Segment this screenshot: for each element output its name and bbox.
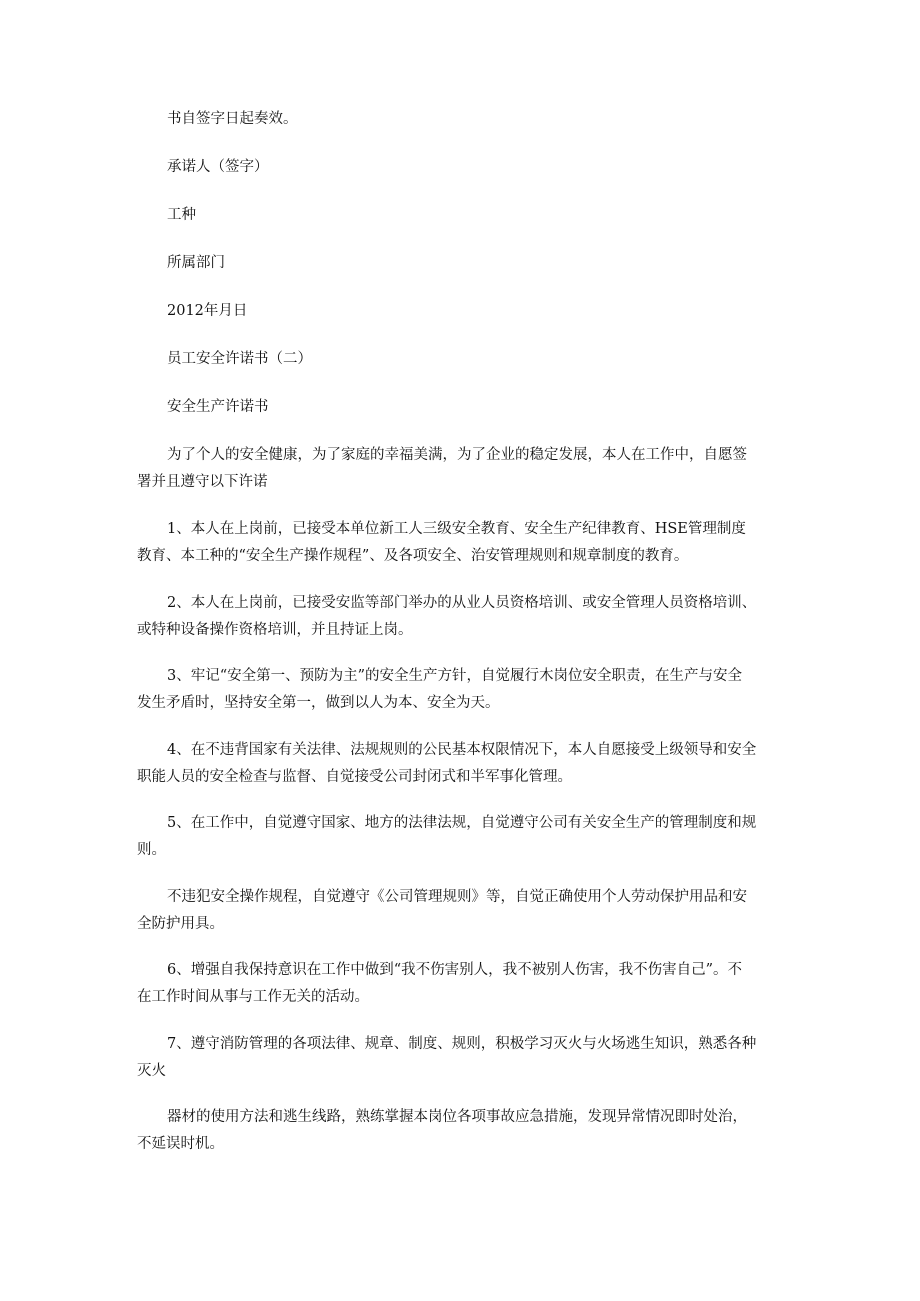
- pledge-item: 器材的使用方法和逃生线路，熟练掌握本岗位各项事故应急措施，发现异常情况即时处治， 不延误时机。: [137, 1109, 747, 1152]
- pledge-item: 5、在工作中，自觉遵守国家、地方的法律法规，自觉遵守公司有关安全生产的管理制度和规 则。: [137, 815, 757, 858]
- pledge-item: 1、本人在上岗前，已接受本单位新工人三级安全教育、安全生产纪律教育、HSE管理制度 教育、本工种的“安全生产操作规程”、及各项安全、治安管理规则和规章制度的教育。: [137, 521, 746, 564]
- intro-paragraph: 为了个人的安全健康，为了家庭的幸福美满，为了企业的稳定发展，本人在工作中，自愿签 署并且遵守以下许诺: [137, 447, 747, 490]
- document-title: 员工安全许诺书（二）: [167, 351, 312, 367]
- pledge-item: 2、本人在上岗前，已接受安监等部门举办的从业人员资格培训、或安全管理人员资格培训、 或特种设备操作资格培训，并且持证上岗。: [137, 595, 757, 638]
- pledge-item: 3、牢记“安全第一、预防为主”的安全生产方针，自觉履行木岗位安全职责，在生产与安全 发生矛盾时，坚持安全第一，做到以人为本、安全为天。: [137, 668, 743, 711]
- pledge-item: 不违犯安全操作规程，自觉遵守《公司管理规则》等，自觉正确使用个人劳动保护用品和安 全防护用具。: [137, 889, 747, 932]
- pledge-item: 4、在不违背国家有关法律、法规规则的公民基本权限情况下，本人自愿接受上级领导和安全 职能人员的安全检查与监督、自觉接受公司封闭式和半军事化管理。: [137, 742, 757, 785]
- effective-clause: 书自签字日起奏效。: [167, 111, 298, 127]
- text-line: [137, 250, 797, 277]
- pledge-item: 7、遵守消防管理的各项法律、规章、制度、规则，积极学习灭火与火场逃生知识，熟悉各种 灭火: [137, 1036, 757, 1079]
- text-line: [137, 394, 797, 421]
- job-type-label: 工种: [167, 207, 196, 223]
- date-line: 2012年月日: [167, 303, 248, 319]
- text-line: [137, 154, 797, 181]
- department-label: 所属部门: [167, 255, 225, 271]
- signer-label: 承诺人（签字）: [167, 159, 269, 175]
- text-line: [137, 202, 797, 229]
- pledge-item: 6、增强自我保持意识在工作中做到“我不伤害别人，我不被别人伤害，我不伤害自己”。不 在工作时间从事与工作无关的活动。: [137, 962, 743, 1005]
- text-line: [137, 106, 797, 133]
- text-line: [137, 346, 797, 373]
- text-line: [137, 298, 797, 325]
- document-subtitle: 安全生产许诺书: [167, 399, 269, 415]
